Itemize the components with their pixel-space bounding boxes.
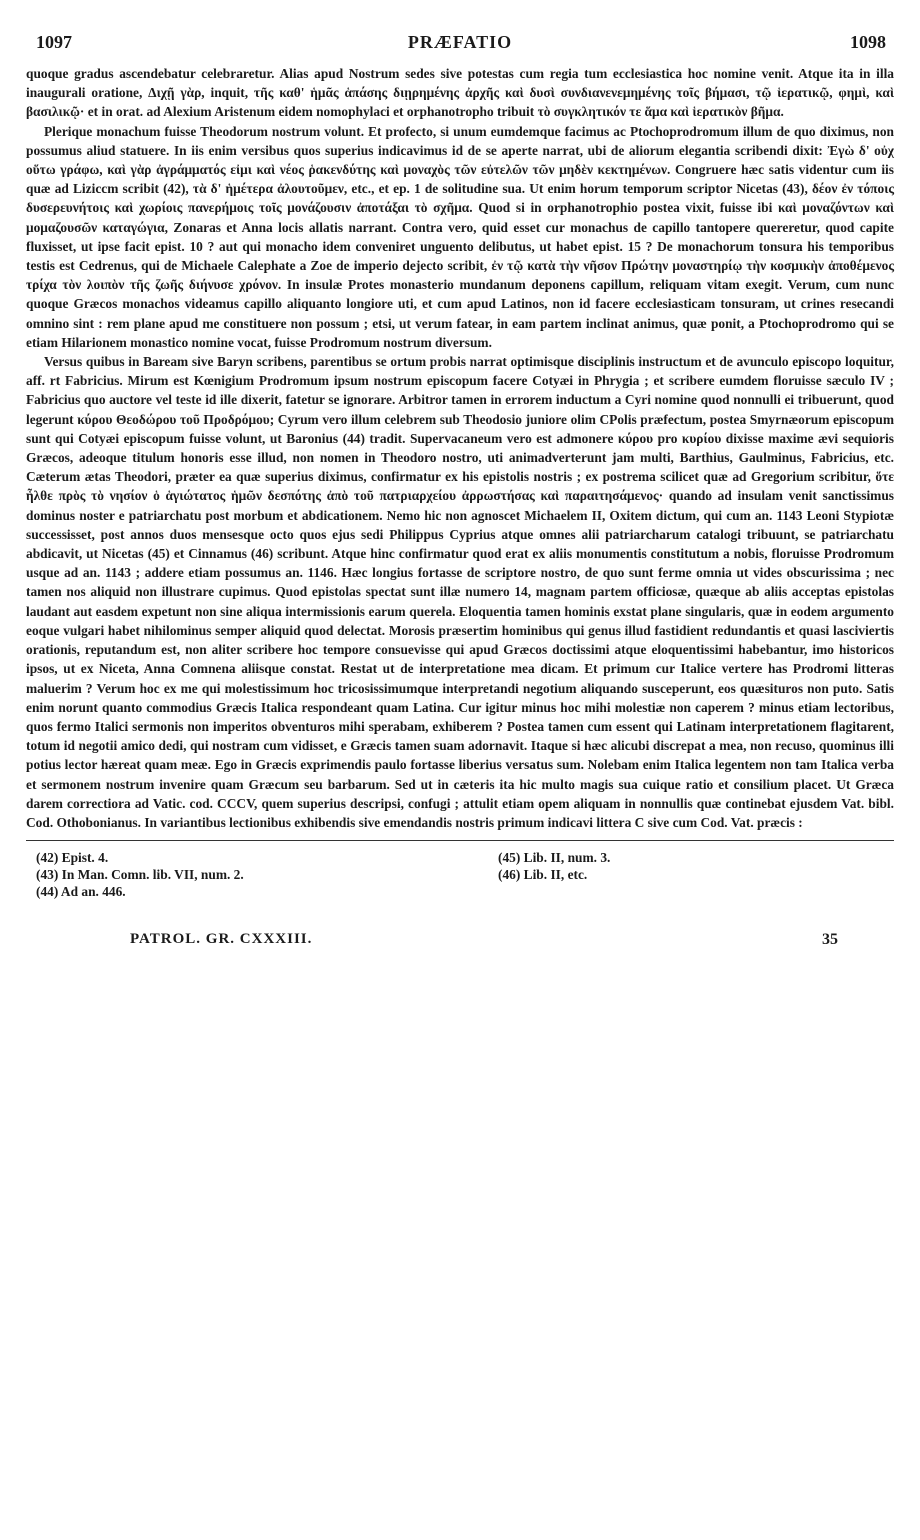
footnote: (43) In Man. Comn. lib. VII, num. 2. — [36, 867, 244, 883]
footnotes-right-column — [498, 849, 878, 883]
page-footer — [26, 931, 894, 955]
running-title: PRÆFATIO — [407, 32, 513, 52]
document-page — [26, 30, 894, 1520]
column-number-left: 1097 — [36, 32, 72, 52]
footnote: (44) Ad an. 446. — [36, 884, 126, 900]
paragraph: Plerique monachum fuisse Theodorum nostrum volunt. Et profecto, si unum eumdemque facimus ac Ptochoprodromum illum de quo diximus, non possumus aliud statuere. In iis enim versibus quos superius indicavimus id de se aperte narrat, ubi de aliorum elegantia scribendi dixit: Ἐγὼ δ' οὐχ οὕτω γράφω, καὶ γὰρ ἀγράμματός εἰμι καὶ νέος ῥακενδύτης καὶ μοναχὸς τῶν εὐτελῶν τῶν μηδὲν κεκτημένων. Congruere hæc satis videntur cum iis quæ ad Liziccm scribit (42), τὰ δ' ἡμέτερα ἀλουτοῦμεν, etc., et ep. 1 de solitudine sua. Ut enim horum temporum scriptor Nicetas (43), δέον ἐν τόποις δυσερευνήτοις καὶ χωρίοις πανερήμοις τοῖς μονάζουσιν ἀποτάξαι τὸ σχῆμα. Quod si in orphanotrophio postea vixit, fuisse ibi καὶ μοναζόντων καὶ μομαζουσῶν καταγώγια, Zonaras et Anna locis allatis narrant. Contra vero, quid esset cur monachus de capillo tantopere quereretur, quod capite fluxisset, ut ipse facit epist. 10 ? aut qui monacho idem conveniret unguento delibutus, ut habet epist. 15 ? De monachorum tonsura his temporibus testis est Cedrenus, qui de Michaele Calephate a Zoe de imperio dejecto scribit, ἐν τῷ κατὰ τὴν νῆσον Πρώτην μοναστηρίῳ τὴν κοσμικὴν ἀποθέμενος τρίχα τὸν λοιπὸν τῆς ζωῆς διήνυσε χρόνον. In insulæ Protes monasterio mundanum deponens capillum, reliquam vitam exegit. Verum, cum nunc quoque Græcos monachos videamus capillo aliquanto longiore uti, et cum apud Latinos, non id facere ecclesiasticam tonsuram, ut crines resecandi omnino sint : rem plane apud me constituere non possum ; etsi, ut verum fatear, in eam partem inclinat animus, quæ ponit, a Ptochoprodromo qui se etiam Hilarionem monastico nomine vocat, fuisse Prodromum nostrum diversum. — [26, 123, 894, 350]
page-header — [26, 30, 894, 58]
signature-number: 35 — [822, 931, 838, 949]
footnote: (42) Epist. 4. — [36, 850, 109, 866]
body-text — [26, 64, 894, 832]
footnotes-left-column — [36, 849, 476, 900]
footnote-divider — [26, 840, 894, 841]
paragraph: quoque gradus ascendebatur celebraretur. Alias apud Nostrum sedes sive potestas cum regia tum ecclesiastica hoc nomine venit. Atque ita in illa inaugurali oratione, Διχῇ γὰρ, inquit, τῆς καθ' ἡμᾶς ἁπάσης διῃρημένης ἀρχῆς καὶ δυσὶ συνδιανενεμημένης τοῖς βήμασι, τῷ ἱερατικῷ, φημὶ, καὶ βασιλικῷ· et in orat. ad Alexium Aristenum eidem nomophylaci et orphanotropho tribuit τὸ συγκλητικόν τε ἅμα καὶ ἱερατικὸν βῆμα. — [26, 66, 894, 120]
column-number-right: 1098 — [850, 32, 886, 52]
footnote: (46) Lib. II, etc. — [498, 867, 588, 883]
footnote: (45) Lib. II, num. 3. — [498, 850, 611, 866]
footnotes — [26, 849, 894, 915]
series-title: PATROL. GR. CXXXIII. — [130, 931, 313, 948]
paragraph: Versus quibus in Baream sive Baryn scribens, parentibus se ortum probis narrat optimisque disciplinis instructum et de avunculo episcopo loquitur, aff. rt Fabricius. Mirum est Kœnigium Prodromum ipsum nostrum episcopum facere Cotyæi in Phrygia ; et scribere eumdem floruisse sæculo IV ; Fabricius quo auctore vel teste id ille dixerit, fatetur se ignorare. Arbitror tamen in errorem inductum a Cyri nomine quod nonnulli ei tribuerunt, quod legerunt κύρου Θεοδώρου τοῦ Προδρόμου; Cyrum vero illum celebrem sub Theodosio juniore olim CPolis præfectum, postea Smyrnæorum episcopum sunt qui Cotyæi episcopum fuisse volunt, ut Baronius (44) tradit. Supervacaneum vero est admonere κύρου pro κυρίου dixisse maxime ævi sequioris Græcos, adeoque titulum honoris esse illud, non nomen in Theodoro nostro, uti animadverterunt jam multi, Barthius, Gaulminus, Fabricius, etc. Cæterum ætas Theodori, præter ea quæ superius diximus, confirmatur ex his epistolis nostris ; ex postrema scilicet quæ ad Gregorium scribitur, ὅτε ἦλθε πρὸς τὸ νησίον ὁ ἁγιώτατος ἡμῶν δεσπότης ἀπὸ τοῦ πατριαρχείου ἀρρωστήσας καὶ παραιτησάμενος· quando ad insulam venit sanctissimus dominus noster e patriarchatu post morbum et abdicationem. Nemo hic non agnoscet Michaelem II, Oxitem dictum, qui cum an. 1143 Leoni Stypiotæ successisset, post annos duos mensesque octo quos ejus sedi Philippus Cyprius atque omnes alii patriarcharum catalogi tribuunt, se patriarchatu abdicavit, ut Nicetas (45) et Cinnamus (46) scribunt. Atque hinc confirmatur quod erat ex aliis monumentis constitutum a nobis, floruisse Prodromum usque ad an. 1143 ; addere etiam possumus an. 1146. Hæc longius fortasse de scriptore nostro, de quo sunt ferme omnia ut vides obscurissima ; nec tamen nos aliquid non illustrare cupimus. Quod epistolas spectat sunt illæ numero 14, magnam partem officiosæ, quæque ab aliis acceptas epistolas laudant aut easdem expetunt non sine aliqua intermissionis earum querela. Eloquentia tamen hominis exstat plane singularis, quæ in eodem argumento eoque vulgari habet nihilominus semper aliquid quod delectat. Morosis præsertim hominibus qui genus illud fastidient redundantis et quasi lasciviertis orationis, reputandum est, non aliter scribere hoc tempore consuevisse qui apud Græcos doctissimi atque eloquentissimi habebantur, imo historicos ipsos, ut ex Niceta, Anna Comnena aliisque constat. Restat ut de interpretatione mea dicam. Et primum cur Italice vertere has Prodromi litteras maluerim ? Verum hoc ex me qui molestissimum hoc tricosissimumque interpretandi negotium aliquando susceperunt, eos quæsituros non puto. Satis enim norunt quanto commodius Græcis Italica respondeant quam Latina. Cur igitur minus hoc mihi molestiæ non caperem ? minus etiam lectoribus, quos fermo Italici sermonis non imperitos obventuros mihi sperabam, exhiberem ? Postea tamen cum essent qui Latinam interpretationem flagitarent, totum id negotii amico dedi, qui nostram cum vidisset, e Græcis tamen suam adornavit. Itaque si hæc alicubi discrepat a mea, non recuso, quominus illi potius lector hæreat quam meæ. Ego in Græcis exprimendis paulo fortasse liberius versatus sum. Nolebam enim Italica legentem non tam Italica verba et sermonem nostrum invenire quam Græcum seu barbarum. Sed ut in cæteris ita hic multo magis sua cuique ratio et consilium placet. Ut Græca darem correctiora ad Vatic. cod. CCCV, quem superius descripsi, confugi ; attulit etiam opem aliquam in nonnullis quæ continebat ejusdem Vat. bibl. Cod. Othobonianus. In variantibus lectionibus exhibendis sive emendandis nostris primum indicavi littera C sive cum Cod. Vat. præcis : — [26, 354, 894, 830]
